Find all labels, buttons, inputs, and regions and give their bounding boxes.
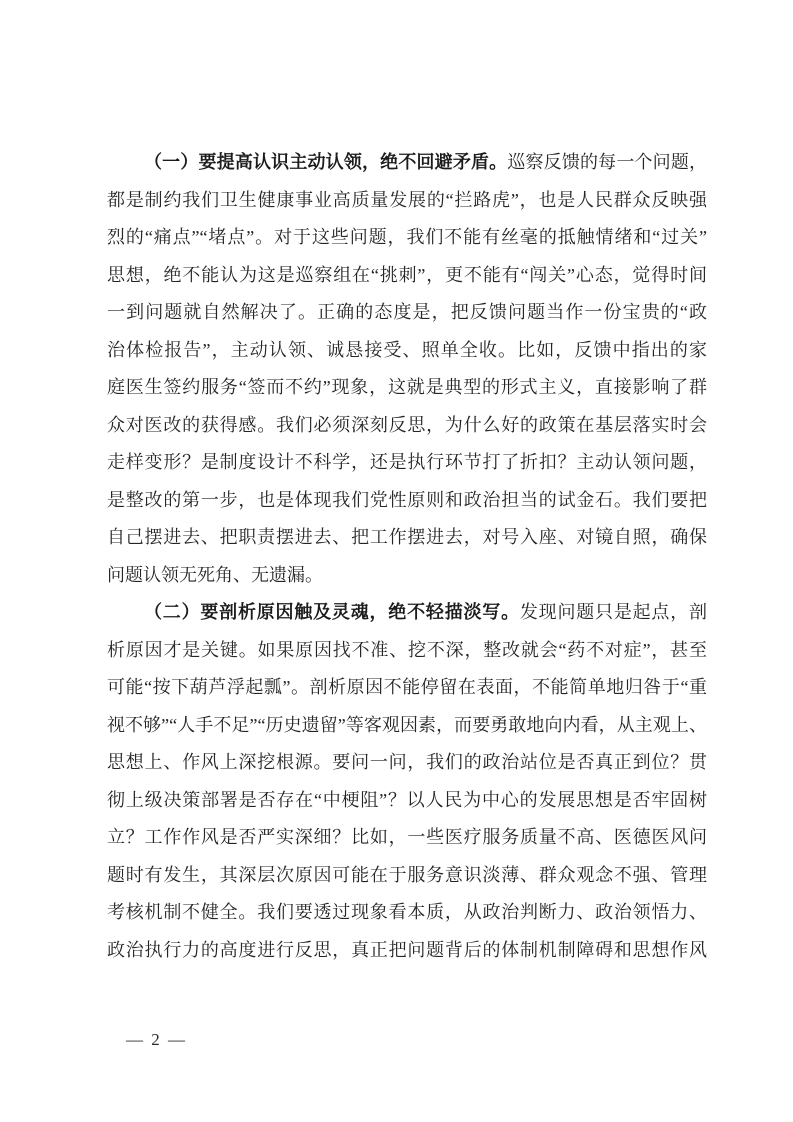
paragraph-1-text: 都是制约我们卫生健康事业高质量发展的“拦路虎”，也是人民群众反映强 <box>107 189 707 210</box>
text-line <box>107 557 707 595</box>
paragraph-1-text: 走样变形？是制度设计不科学，还是执行环节打了折扣？主动认领问题， <box>107 452 707 472</box>
text-line <box>107 594 707 632</box>
text-line <box>107 144 707 182</box>
text-line <box>107 707 707 745</box>
paragraph-1-text: 众对医改的获得感。我们必须深刻反思，为什么好的政策在基层落实时会 <box>107 414 707 435</box>
paragraph-2-text: 思想上、作风上深挖根源。要问一问，我们的政治站位是否真正到位？贯 <box>107 752 707 772</box>
paragraph-2-text: 彻上级决策部署是否存在“中梗阻”？以人民为中心的发展思想是否牢固树 <box>107 789 707 810</box>
paragraph-1-text: 治体检报告”，主动认领、诚恳接受、照单全收。比如，反馈中指出的家 <box>107 339 707 360</box>
text-line <box>107 182 707 220</box>
text-line <box>107 482 707 520</box>
text-line <box>107 632 707 670</box>
paragraph-2-text: 析原因才是关键。如果原因找不准、挖不深，整改就会“药不对症”，甚至 <box>107 639 707 660</box>
paragraph-1-text: 是整改的第一步，也是体现我们党性原则和政治担当的试金石。我们要把 <box>107 489 707 510</box>
text-line <box>107 819 707 857</box>
text-line <box>107 894 707 932</box>
paragraph-2-text: 发现问题只是起点，剖 <box>519 602 707 622</box>
paragraph-2-text: 视不够”“人手不足”“历史遗留”等客观因素，而要勇敢地向内看，从主观上、 <box>107 714 707 735</box>
text-line <box>107 369 707 407</box>
text-line <box>107 744 707 782</box>
paragraph-2-text: 政治执行力的高度进行反思，真正把问题背后的体制机制障碍和思想作风 <box>107 939 707 960</box>
paragraph-1-text: 烈的“痛点”“堵点”。对于这些问题，我们不能有丝毫的抵触情绪和“过关” <box>107 227 707 247</box>
paragraph-1-lead: （一）要提高认识主动认领，绝不回避矛盾。 <box>144 152 508 172</box>
text-line <box>107 444 707 482</box>
text-line <box>107 782 707 820</box>
paragraph-2-text: 题时有发生，其深层次原因可能在于服务意识淡薄、群众观念不强、管理 <box>107 864 707 885</box>
paragraph-1-text: 问题认领无死角、无遗漏。 <box>107 564 323 585</box>
text-line <box>107 519 707 557</box>
paragraph-2-text: 考核机制不健全。我们要透过现象看本质，从政治判断力、政治领悟力、 <box>107 902 707 922</box>
text-line <box>107 257 707 295</box>
text-line <box>107 332 707 370</box>
text-line <box>107 932 707 970</box>
paragraph-2-text: 立？工作作风是否严实深细？比如，一些医疗服务质量不高、医德医风问 <box>107 827 707 847</box>
text-line <box>107 669 707 707</box>
text-line <box>107 219 707 257</box>
paragraph-2-text: 可能“按下葫芦浮起瓢”。剖析原因不能停留在表面，不能简单地归咎于“重 <box>107 677 707 697</box>
page-number: — 2 — <box>126 1030 187 1049</box>
paragraph-1-text: 自己摆进去、把职责摆进去、把工作摆进去，对号入座、对镜自照，确保 <box>107 527 707 547</box>
paragraph-1-text: 思想，绝不能认为这是巡察组在“挑刺”，更不能有“闯关”心态，觉得时间 <box>107 264 707 285</box>
document-body <box>107 144 707 969</box>
paragraph-2-lead: （二）要剖析原因触及灵魂，绝不轻描淡写。 <box>144 602 520 622</box>
text-line <box>107 857 707 895</box>
paragraph-1-text: 庭医生签约服务“签而不约”现象，这就是典型的形式主义，直接影响了群 <box>107 377 707 397</box>
text-line <box>107 294 707 332</box>
paragraph-1-text: 巡察反馈的每一个问题， <box>507 152 707 172</box>
paragraph-1-text: 一到问题就自然解决了。正确的态度是，把反馈问题当作一份宝贵的“政 <box>107 302 707 322</box>
text-line <box>107 407 707 445</box>
